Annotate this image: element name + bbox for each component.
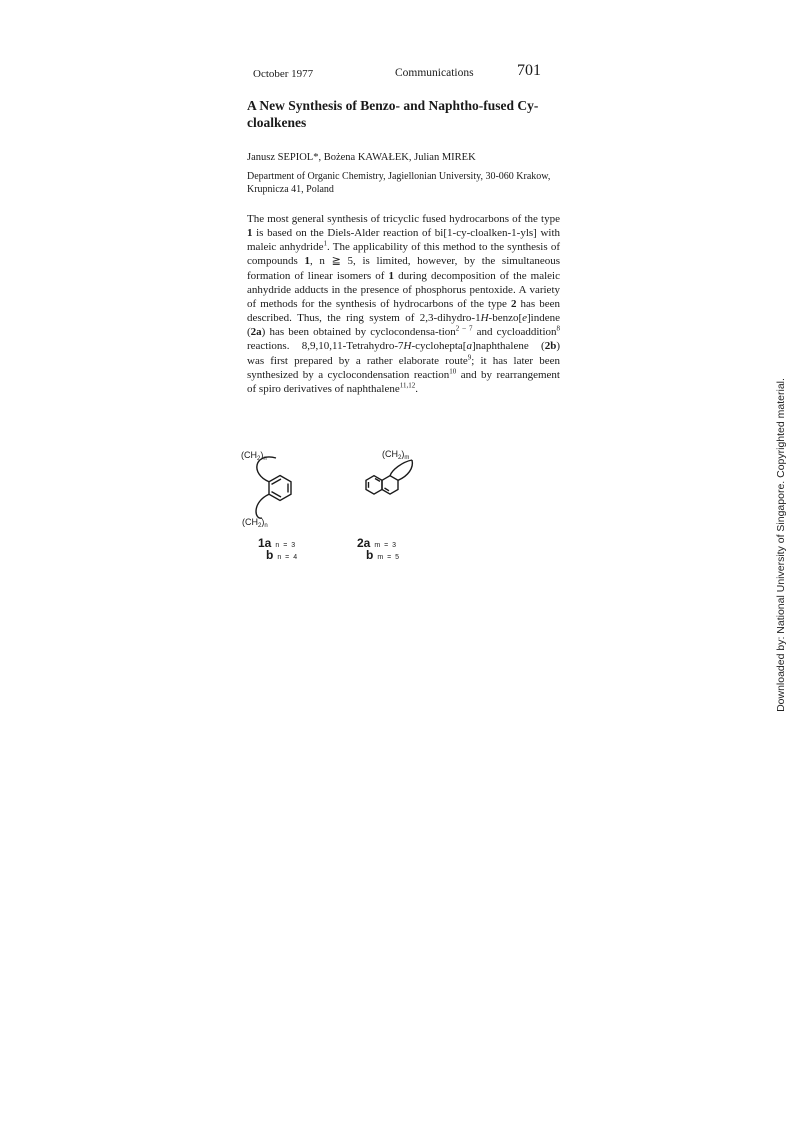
upper-ch2-group: $(CH_2)_n$ [241, 450, 267, 462]
section-name: Communications [395, 67, 474, 79]
structure-2-drawing [350, 446, 430, 506]
issue-date: October 1977 [253, 68, 314, 80]
article-authors: Janusz SEPIOL*, Bożena KAWAŁEK, Julian MIREK [247, 152, 476, 163]
article-body: The most general synthesis of tricyclic fused hydrocarbons of the type 1 is based on the Diels-Alder reaction of bi[1-cy-cloalken-1-yls] with maleic anhydride$^1$. The applicability of this method to the synthesis of compounds 1, n ≧ 5, is limited, however, by the simultaneous formation of linear isomers of 1 during decomposition of the maleic anhydride adducts in the presence of phosphorus pentoxide. A variety of methods for the synthesis of hydrocarbons of the type 2 has been described. Thus, the ring system of 2,3-dihydro-1H-benzo[e]indene (2a) has been obtained by cyclocondensa-tion$^{2 - 7}$ and cycloaddition$^8$ reactions. 8,9,10,11-Tetrahydro-7H-cyclohepta[a]naphthalene (2b) was first prepared by a rather elaborate route$^9$; it has later been synthesized by a cyclocondensation reaction$^{10}$ and by rearrangement of spiro derivatives of naphthalene$^{11,12}$. [247, 213, 561, 395]
running-header [253, 64, 545, 84]
compound-label-1b: bn = 4 [266, 548, 299, 562]
structure-1 [240, 446, 320, 534]
article-title: A New Synthesis of Benzo- and Naphtho-fused Cy-cloalkenes [247, 98, 539, 130]
lower-cycloalkane-arc [256, 494, 269, 518]
aromatic-bond [385, 488, 390, 491]
structure-1-drawing [240, 446, 320, 534]
page-number: 701 [517, 62, 541, 79]
compound-label-1a: 1a n = 3 [258, 536, 297, 550]
structure-2 [350, 446, 430, 506]
naphthalene-ring-right [382, 476, 398, 494]
ch2-group: $(CH_2)_m$ [382, 449, 410, 461]
lower-ch2-group: $(CH_2)_n$ [242, 517, 268, 529]
compound-label-2b: bm = 5 [366, 548, 401, 562]
cycloalkane-arc-return [398, 460, 412, 480]
author-affiliation: Department of Organic Chemistry, Jagiellonian University, 30-060 Krakow, Krupnicza 41, Poland [247, 171, 551, 195]
compound-label-2a: 2a m = 3 [357, 536, 398, 550]
